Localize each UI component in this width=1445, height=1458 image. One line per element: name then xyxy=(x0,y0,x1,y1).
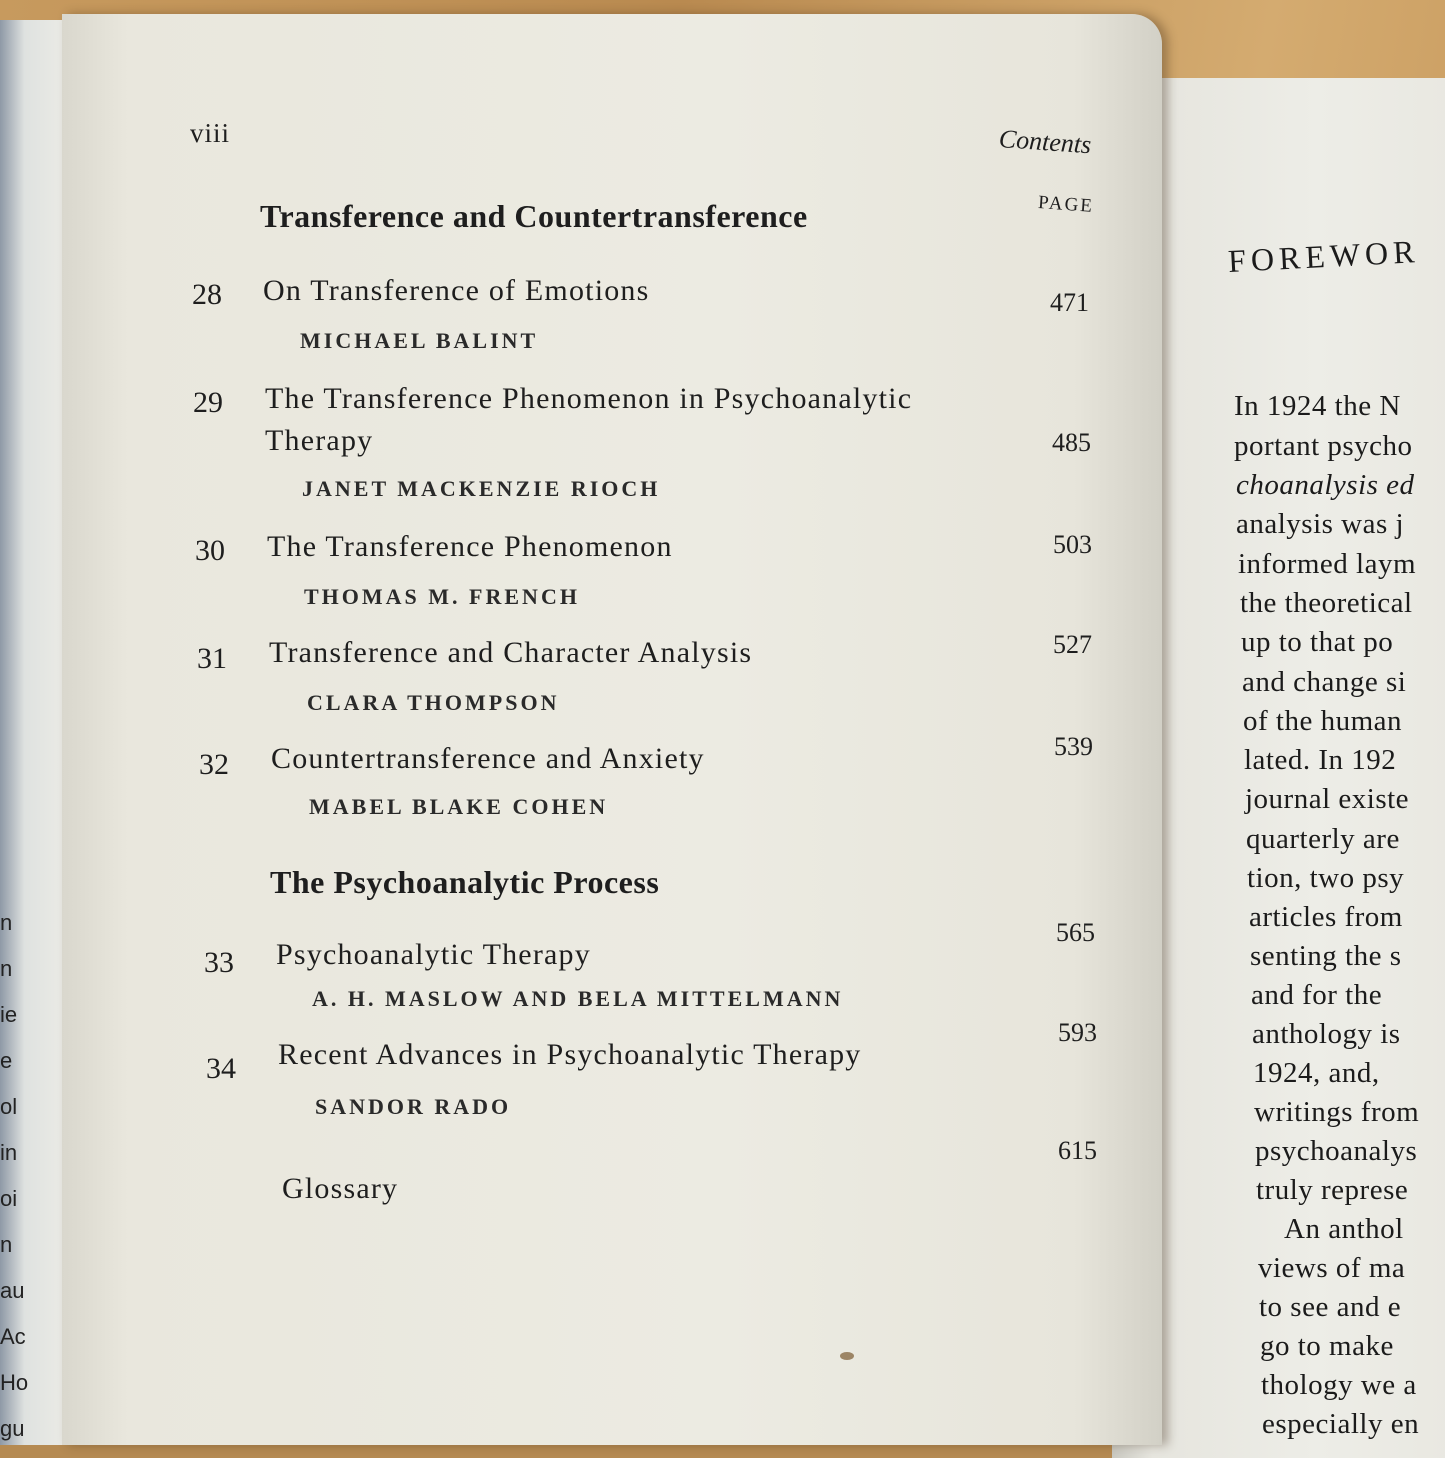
right-page: FOREWOR In 1924 the N portant psycho choanalysis ed analysis was j informed laym the theoretical up to that po and change si of the human lated. In 192 journal existe quarterly are tion, two psy articles from senting the s and for the anthology is 1924, and, writings from psychoanalys truly represe An anthol views of ma to see and e go to make thology we a especially en xyxy=(1112,78,1445,1458)
book-edge-left xyxy=(0,20,70,1445)
page-folio: viii xyxy=(190,118,231,148)
left-edge-fragments: n n ie e ol in oi n au Ac Ho gu xyxy=(0,910,29,1441)
page-smudge xyxy=(840,1352,854,1360)
foreword-title: FOREWOR xyxy=(1227,233,1421,279)
section-heading-transference: Transference and Countertransference xyxy=(260,198,808,234)
running-head: Contents xyxy=(997,124,1093,160)
section-heading-process: The Psychoanalytic Process xyxy=(270,864,660,900)
page-column-label: PAGE xyxy=(1037,192,1095,217)
